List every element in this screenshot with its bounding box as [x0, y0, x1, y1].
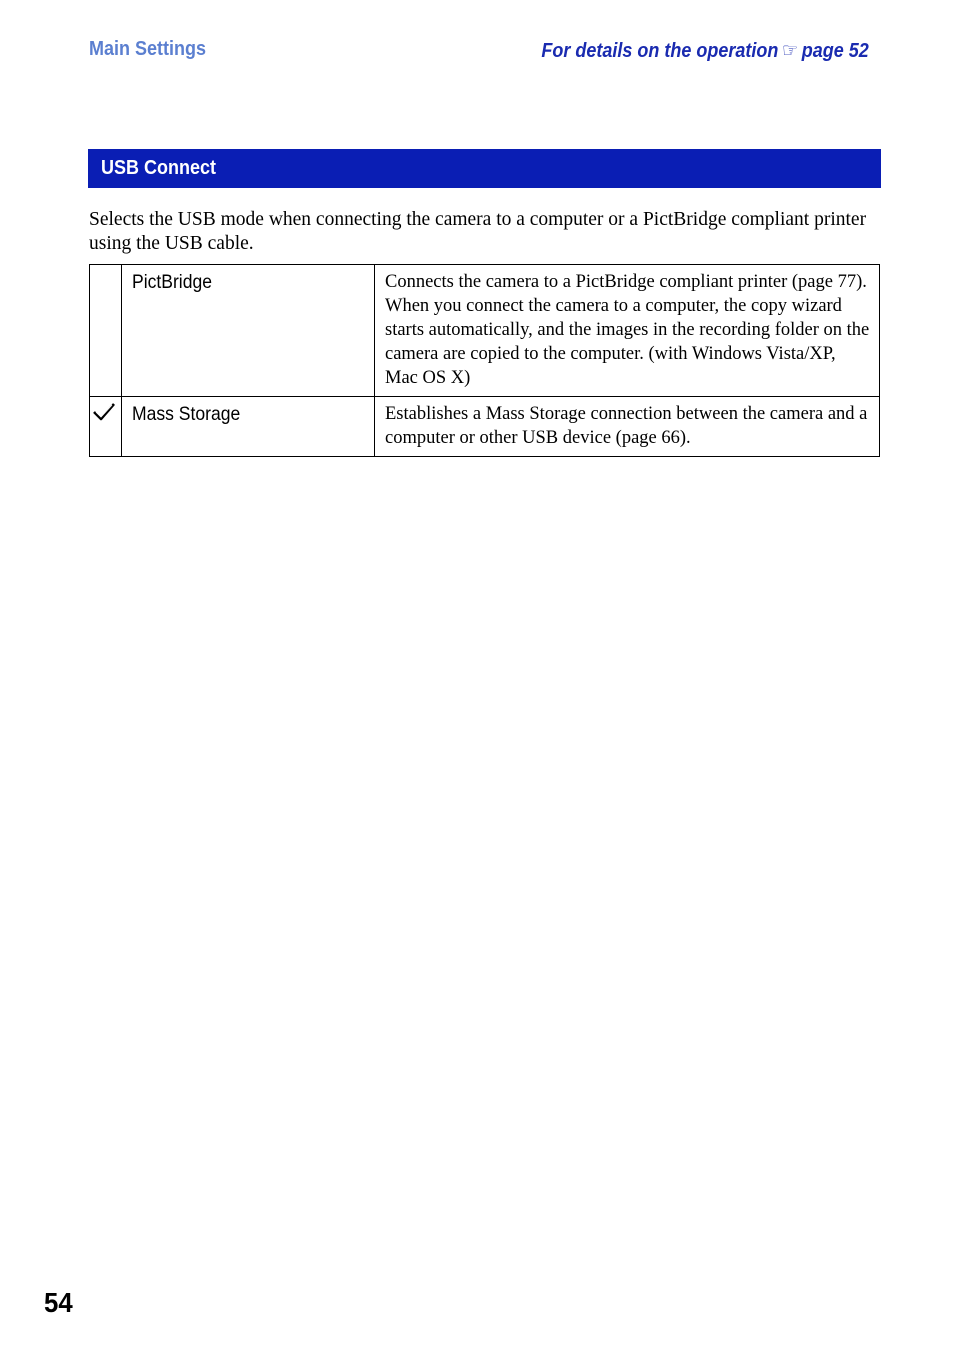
option-name-cell	[122, 397, 375, 457]
table-row	[90, 397, 880, 457]
option-description: Connects the camera to a PictBridge compliant printer (page 77). When you connect the camera to a computer, the copy wizard starts automatically, and the images in the recording folder on the camera are copied to the computer. (with Windows Vista/XP, Mac OS X)	[375, 265, 880, 397]
default-mark-cell	[90, 397, 122, 457]
pointing-hand-icon: ☞	[782, 40, 799, 62]
section-title: USB Connect	[101, 157, 217, 179]
running-header-details	[542, 38, 869, 63]
default-check-icon	[92, 401, 116, 423]
intro-paragraph: Selects the USB mode when connecting the camera to a computer or a PictBridge compliant printer using the USB cable.	[89, 209, 867, 254]
option-name: Mass Storage	[132, 403, 241, 425]
option-name: PictBridge	[132, 271, 212, 293]
section-heading-bar	[88, 149, 881, 188]
running-header-section: Main Settings	[89, 38, 207, 60]
details-page-link[interactable]: page 52	[801, 40, 869, 62]
default-mark-cell	[90, 265, 122, 397]
details-prefix: For details on the operation	[541, 40, 779, 62]
option-description: Establishes a Mass Storage connection between the camera and a computer or other USB device (page 66).	[375, 397, 880, 457]
options-table	[89, 264, 880, 457]
option-name-cell	[122, 265, 375, 397]
table-row	[90, 265, 880, 397]
page-number: 54	[44, 1287, 73, 1318]
